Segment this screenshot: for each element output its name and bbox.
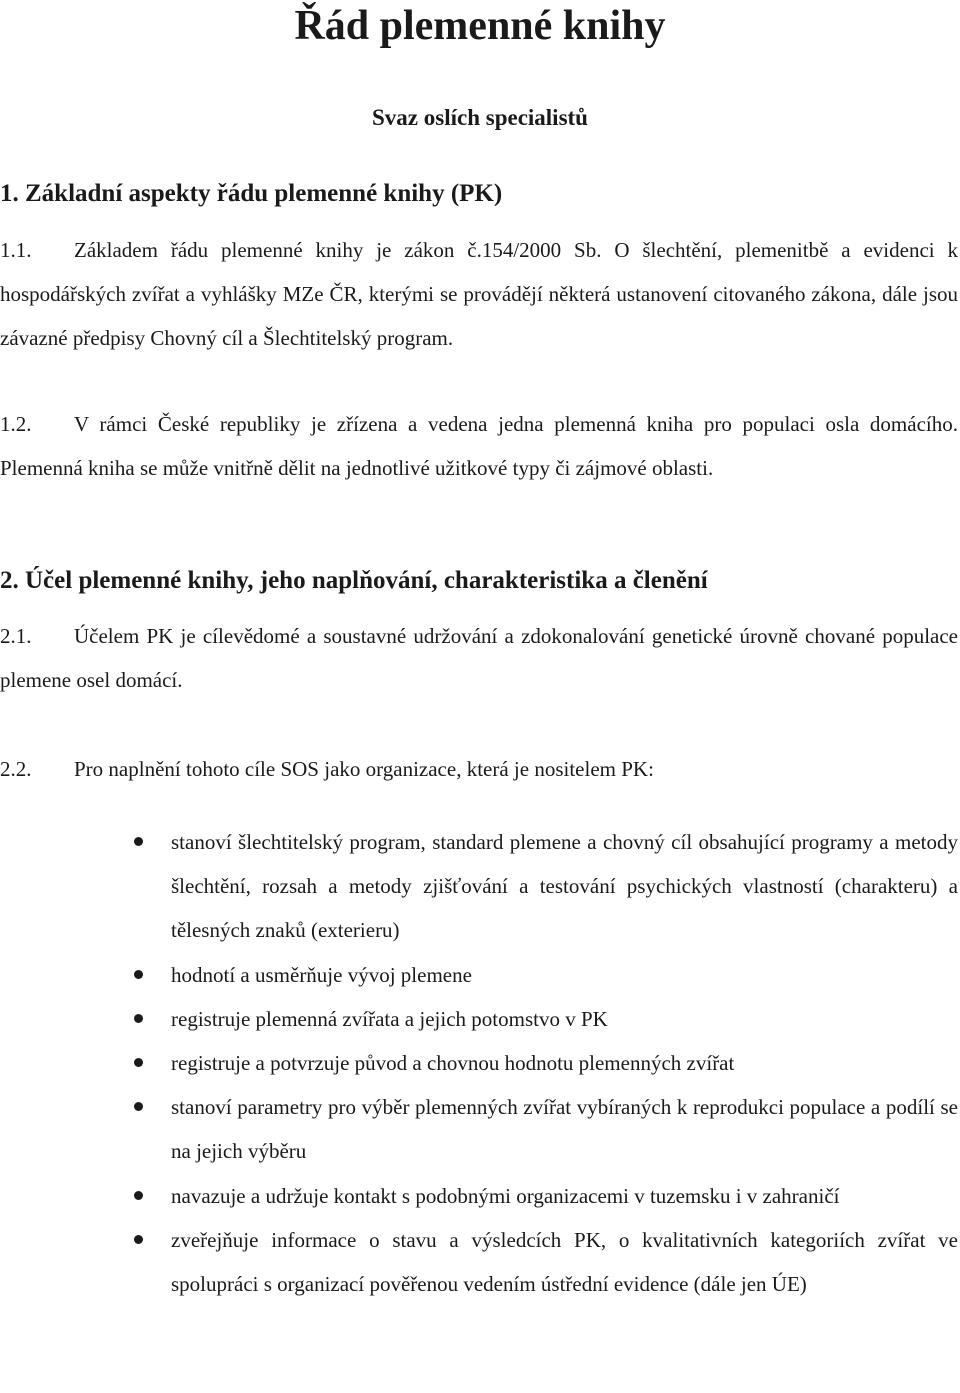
paragraph-1-1 bbox=[0, 228, 958, 360]
list-item bbox=[0, 1218, 958, 1306]
list-item-text: stanoví parametry pro výběr plemenných zvířat vybíraných k reprodukci populace a podílí se na jejich výběru bbox=[171, 1095, 958, 1164]
paragraph-2-2 bbox=[0, 747, 958, 791]
list-item-text: registruje plemenná zvířata a jejich potomstvo v PK bbox=[171, 1006, 608, 1031]
bullet-icon bbox=[134, 1191, 143, 1200]
bullet-icon bbox=[134, 1058, 143, 1067]
paragraph-1-2 bbox=[0, 402, 958, 490]
list-item-text: zveřejňuje informace o stavu a výsledcích PK, o kvalitativních kategoriích zvířat ve spolupráci s organizací pověřenou vedením ústřední evidence (dále jen ÚE) bbox=[171, 1227, 958, 1297]
list-item-text: hodnotí a usměrňuje vývoj plemene bbox=[171, 962, 472, 987]
list-item bbox=[0, 820, 958, 953]
bullet-icon bbox=[134, 1014, 143, 1023]
paragraph-2-2-number: 2.2. bbox=[0, 757, 32, 781]
bullet-icon bbox=[134, 970, 143, 979]
paragraph-2-1 bbox=[0, 614, 958, 702]
section-1-heading: 1. Základní aspekty řádu plemenné knihy (PK) bbox=[0, 180, 503, 207]
paragraph-1-1-number: 1.1. bbox=[0, 238, 32, 262]
list-item bbox=[0, 953, 958, 997]
list-item bbox=[0, 997, 958, 1041]
section-2-heading: 2. Účel plemenné knihy, jeho naplňování, charakteristika a členění bbox=[0, 567, 708, 594]
bullet-icon bbox=[134, 1235, 143, 1244]
bullet-icon bbox=[134, 1102, 143, 1111]
paragraph-1-1-text: Základem řádu plemenné knihy je zákon č.154/2000 Sb. O šlechtění, plemenitbě a evidenci k hospodářských zvířat a vyhlášky MZe ČR, kterými se provádějí některá ustanovení citovaného zákona, dále jsou závazné předpisy Chovný cíl a Šlechtitelský program. bbox=[0, 238, 958, 350]
paragraph-2-1-number: 2.1. bbox=[0, 624, 32, 648]
list-item-text: stanoví šlechtitelský program, standard plemene a chovný cíl obsahující programy a metody šlechtění, rozsah a metody zjišťování a testování psychických vlastností (charakteru) a tělesných znaků (exterieru) bbox=[171, 830, 958, 943]
list-item-text: navazuje a udržuje kontakt s podobnými organizacemi v tuzemsku i v zahraničí bbox=[171, 1183, 840, 1208]
document-title: Řád plemenné knihy bbox=[294, 3, 666, 49]
purpose-bullet-list bbox=[0, 820, 958, 1306]
document-subtitle: Svaz oslích specialistů bbox=[372, 105, 588, 130]
paragraph-1-2-text: V rámci České republiky je zřízena a vedena jedna plemenná kniha pro populaci osla domácího. Plemenná kniha se může vnitřně dělit na jednotlivé užitkové typy či zájmové oblasti. bbox=[0, 412, 958, 480]
paragraph-2-1-text: Účelem PK je cílevědomé a soustavné udržování a zdokonalování genetické úrovně chované populace plemene osel domácí. bbox=[0, 624, 958, 692]
list-item-text: registruje a potvrzuje původ a chovnou hodnotu plemenných zvířat bbox=[171, 1051, 735, 1076]
list-item bbox=[0, 1085, 958, 1173]
paragraph-2-2-text: Pro naplnění tohoto cíle SOS jako organizace, která je nositelem PK: bbox=[74, 757, 654, 781]
bullet-icon bbox=[134, 837, 143, 846]
paragraph-1-2-number: 1.2. bbox=[0, 412, 32, 436]
list-item bbox=[0, 1041, 958, 1085]
list-item bbox=[0, 1174, 958, 1218]
